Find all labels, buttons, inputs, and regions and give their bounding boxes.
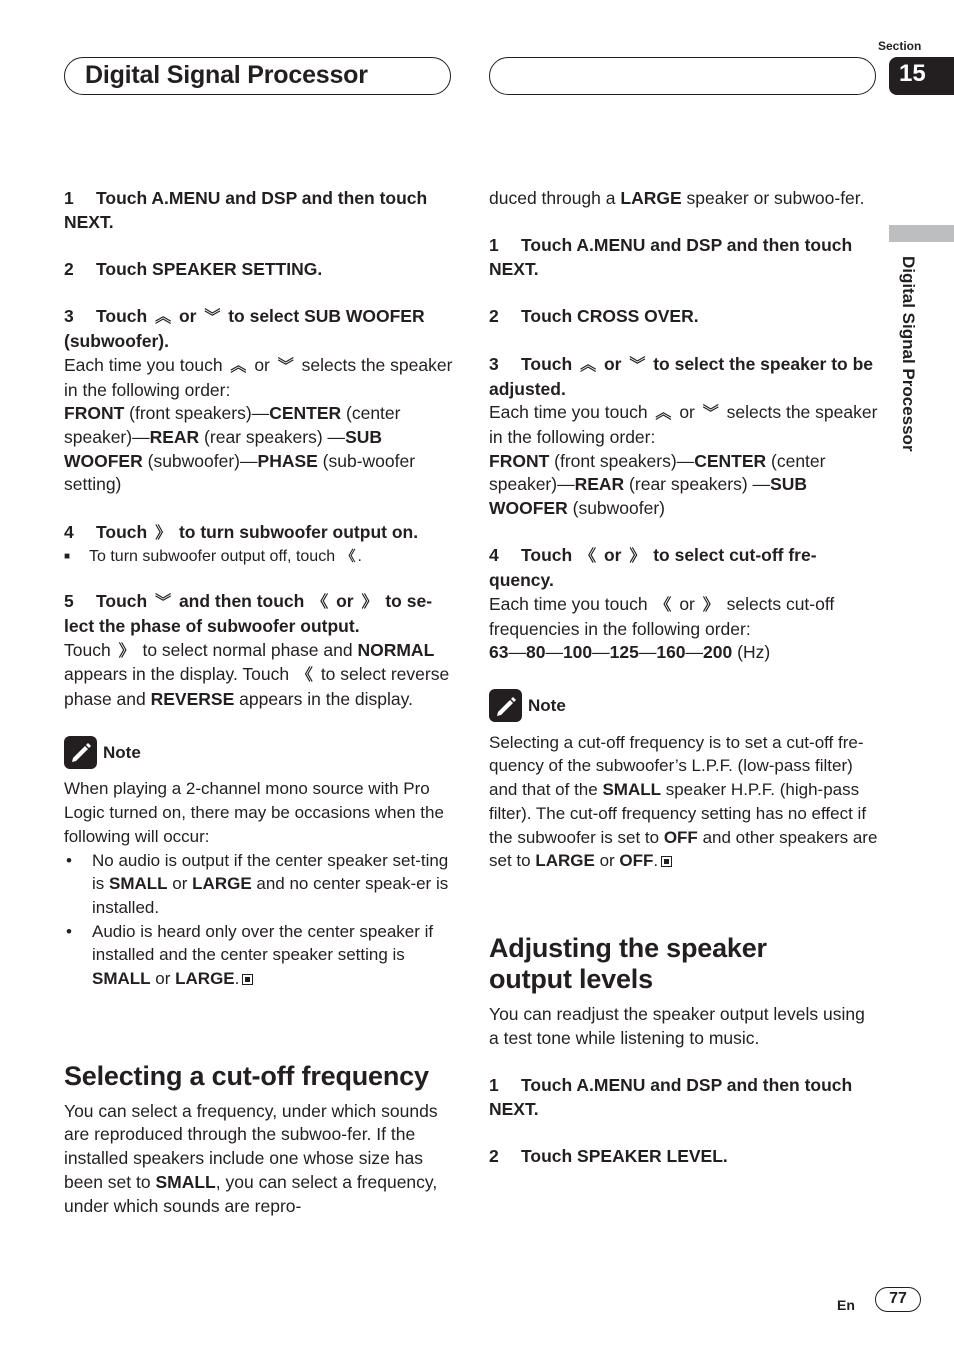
right-double-chevron-icon: 》	[702, 596, 719, 614]
left-double-chevron-icon: 《	[655, 596, 672, 614]
right-double-chevron-icon: 》	[118, 642, 135, 660]
left-step-3-body: Each time you touch ︽ or ︾ selects the speaker in the following order: FRONT (front speakers)—CENTER (center speaker)—REAR (rear speakers) —SUB WOOFER (subwoofer)—PHASE (sub-woofer setting)	[64, 354, 453, 495]
up-double-chevron-icon: ︽	[155, 309, 172, 327]
right-step-3: 3 Touch ︽ or ︾ to select the speaker to be adjusted.	[489, 353, 874, 399]
left-double-chevron-icon: 《	[296, 667, 313, 685]
side-tab-bar	[889, 225, 954, 242]
left-step-2: 2 Touch SPEAKER SETTING.	[64, 259, 323, 280]
section-number: 15	[889, 57, 954, 95]
right-section-body: You can readjust the speaker output levels using a test tone while listening to music.	[489, 1003, 865, 1048]
down-double-chevron-icon: ︾	[155, 594, 172, 612]
right-step-1b: 1 Touch A.MENU and DSP and then touch NEXT.	[489, 1075, 853, 1119]
bullet-dot-icon: •	[66, 921, 72, 941]
left-double-chevron-icon: 《	[341, 547, 356, 564]
right-step-2b: 2 Touch SPEAKER LEVEL.	[489, 1146, 728, 1167]
page-number: 77	[875, 1287, 921, 1312]
right-step-4-body: Each time you touch 《 or 》 selects cut-off frequencies in the following order: 63—80—100—125—160—200 (Hz)	[489, 593, 835, 663]
footer-language: En	[837, 1297, 855, 1313]
left-step-3: 3 Touch ︽ or ︾ to select SUB WOOFER (subwoofer).	[64, 306, 425, 352]
section-heading-levels: Adjusting the speaker output levels	[489, 932, 767, 994]
right-step-3-body: Each time you touch ︽ or ︾ selects the speaker in the following order: FRONT (front speakers)—CENTER (center speaker)—REAR (rear speakers) —SUB WOOFER (subwoofer)	[489, 402, 878, 519]
up-double-chevron-icon: ︽	[230, 357, 247, 375]
right-continuation: duced through a LARGE speaker or subwoo-fer.	[489, 188, 865, 208]
down-double-chevron-icon: ︾	[204, 309, 221, 327]
right-step-2: 2 Touch CROSS OVER.	[489, 306, 699, 327]
down-double-chevron-icon: ︾	[629, 356, 646, 374]
right-step-1: 1 Touch A.MENU and DSP and then touch NEXT.	[489, 235, 853, 280]
left-step-5: 5 Touch ︾ and then touch 《 or 》 to se-lect the phase of subwoofer output.	[64, 591, 433, 636]
left-note-intro: When playing a 2-channel mono source with Pro Logic turned on, there may be occasions when the following will occur:	[64, 779, 444, 846]
right-double-chevron-icon: 》	[629, 548, 646, 566]
end-square-icon	[661, 856, 672, 867]
left-step-5-body: Touch 》 to select normal phase and NORMAL appears in the display. Touch 《 to select reverse phase and REVERSE appears in the display.	[64, 639, 450, 709]
left-note-header: Note	[64, 735, 454, 769]
list-item: • No audio is output if the center speaker set-ting is SMALL or LARGE and no center speak-er is installed.	[64, 849, 454, 920]
right-double-chevron-icon: 》	[155, 524, 172, 542]
right-step-4: 4 Touch 《 or 》 to select cut-off fre-quency.	[489, 545, 817, 591]
left-section-body: You can select a frequency, under which sounds are reproduced through the subwoo-fer. If the installed speakers include one whose size has been set to SMALL, you can select a frequency, under which sounds are repro-	[64, 1100, 438, 1216]
section-heading-cutoff: Selecting a cut-off frequency	[64, 1060, 429, 1091]
left-double-chevron-icon: 《	[312, 594, 329, 612]
left-step-1: 1 Touch A.MENU and DSP and then touch NEXT.	[64, 188, 428, 232]
left-note-list	[64, 849, 454, 991]
left-double-chevron-icon: 《	[580, 548, 597, 566]
left-column	[64, 187, 454, 1218]
section-label: Section	[878, 39, 922, 53]
square-bullet-icon: ■	[64, 550, 71, 562]
note-pencil-icon	[64, 736, 97, 769]
right-note-body: Selecting a cut-off frequency is to set a cut-off fre-quency of the subwoofer’s L.P.F. (low-pass filter) and that of the SMALL speaker H.P.F. (high-pass filter). The cut-off frequency setting has no effect if the subwoofer is set to OFF and other speakers are set to LARGE or OFF.	[489, 732, 878, 871]
up-double-chevron-icon: ︽	[580, 356, 597, 374]
right-double-chevron-icon: 》	[361, 594, 378, 612]
side-tab-label: Digital Signal Processor	[899, 256, 918, 452]
left-step-4-note: ■ To turn subwoofer output off, touch 《 .	[64, 547, 362, 565]
down-double-chevron-icon: ︾	[702, 405, 719, 423]
list-item: • Audio is heard only over the center speaker if installed and the center speaker setting is SMALL or LARGE.	[64, 920, 454, 991]
page-title: Digital Signal Processor	[85, 61, 368, 89]
left-step-4: 4 Touch 》 to turn subwoofer output on.	[64, 521, 454, 546]
bullet-dot-icon: •	[66, 850, 72, 870]
right-column	[489, 187, 879, 1169]
right-note-header: Note	[489, 689, 879, 723]
header-title-box	[64, 57, 451, 95]
end-square-icon	[242, 974, 253, 985]
up-double-chevron-icon: ︽	[655, 405, 672, 423]
note-pencil-icon	[489, 689, 522, 722]
down-double-chevron-icon: ︾	[277, 357, 294, 375]
header-empty-box	[489, 57, 876, 95]
